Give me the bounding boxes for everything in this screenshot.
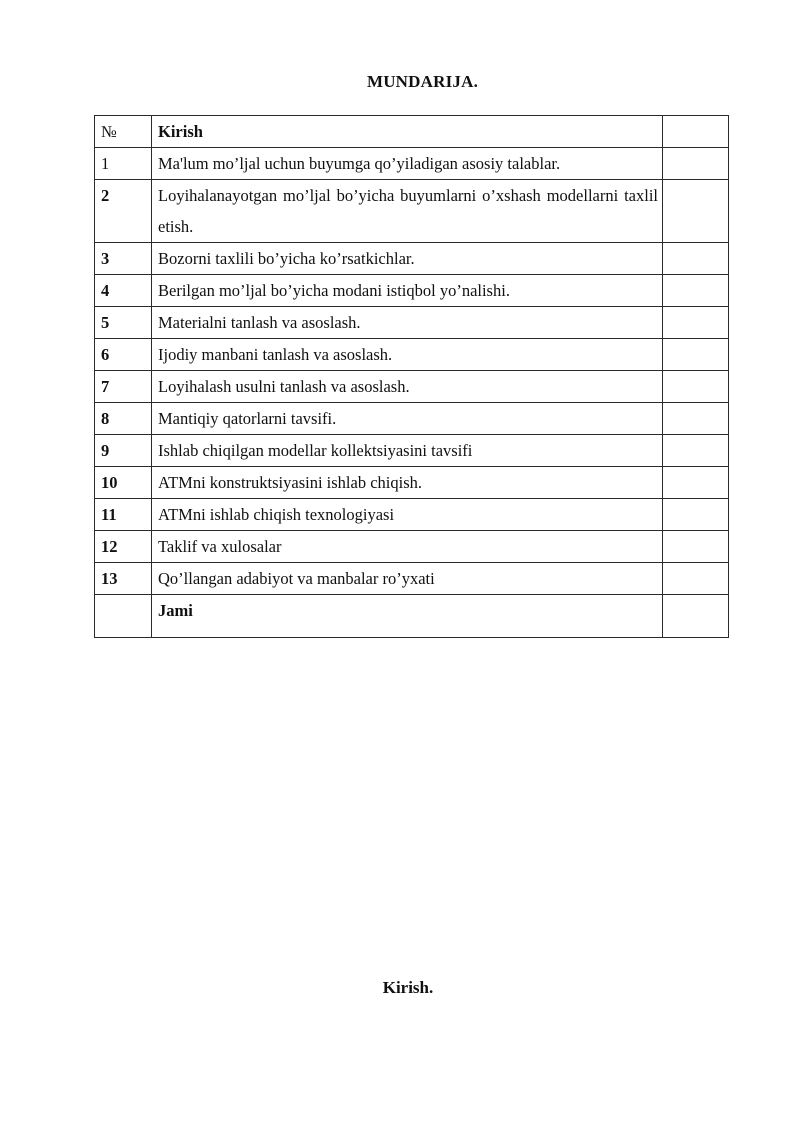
table-row <box>95 339 729 371</box>
toc-row-page <box>663 499 729 531</box>
table-row <box>95 467 729 499</box>
toc-number-header: № <box>95 116 152 148</box>
toc-row-page <box>663 403 729 435</box>
toc-row-number: 10 <box>95 467 152 499</box>
toc-page-header <box>663 116 729 148</box>
table-row <box>95 275 729 307</box>
page-title: MUNDARIJA. <box>366 72 479 91</box>
toc-row-title: Ishlab chiqilgan modellar kollektsiyasini tavsifi <box>152 435 663 467</box>
toc-row-page <box>663 467 729 499</box>
toc-header-row <box>95 116 729 148</box>
table-row <box>95 403 729 435</box>
toc-row-number: 5 <box>95 307 152 339</box>
toc-row-number: 11 <box>95 499 152 531</box>
toc-row-page <box>663 148 729 180</box>
toc-row-page <box>663 243 729 275</box>
toc-total-number <box>95 595 152 638</box>
table-row <box>95 243 729 275</box>
toc-row-number: 6 <box>95 339 152 371</box>
toc-row-title: Ijodiy manbani tanlash va asoslash. <box>152 339 663 371</box>
toc-row-number: 9 <box>95 435 152 467</box>
toc-row-page <box>663 180 729 243</box>
toc-row-title: ATMni ishlab chiqish texnologiyasi <box>152 499 663 531</box>
toc-total-row <box>95 595 729 638</box>
toc-row-title: Loyihalash usulni tanlash va asoslash. <box>152 371 663 403</box>
toc-row-number: 13 <box>95 563 152 595</box>
toc-row-number: 3 <box>95 243 152 275</box>
toc-row-title: Qo’llangan adabiyot va manbalar ro’yxati <box>152 563 663 595</box>
toc-row-title: Mantiqiy qatorlarni tavsifi. <box>152 403 663 435</box>
toc-row-title: Taklif va xulosalar <box>152 531 663 563</box>
toc-row-number: 12 <box>95 531 152 563</box>
toc-row-number: 7 <box>95 371 152 403</box>
section-heading: Kirish. <box>382 978 434 997</box>
toc-row-page <box>663 531 729 563</box>
toc-row-page <box>663 563 729 595</box>
toc-row-number: 2 <box>95 180 152 243</box>
table-row <box>95 371 729 403</box>
toc-row-title: Bozorni taxlili bo’yicha ko’rsatkichlar. <box>152 243 663 275</box>
toc-row-page <box>663 435 729 467</box>
toc-row-page <box>663 307 729 339</box>
toc-row-title: ATMni konstruktsiyasini ishlab chiqish. <box>152 467 663 499</box>
toc-row-page <box>663 275 729 307</box>
table-row <box>95 563 729 595</box>
toc-row-title: Materialni tanlash va asoslash. <box>152 307 663 339</box>
toc-row-title: Berilgan mo’ljal bo’yicha modani istiqbol yo’nalishi. <box>152 275 663 307</box>
toc-row-page <box>663 371 729 403</box>
table-row <box>95 531 729 563</box>
toc-row-title: Loyihalanayotgan mo’ljal bo’yicha buyumlarni o’xshash modellarni taxlil etish. <box>152 180 663 243</box>
table-of-contents <box>94 115 729 638</box>
toc-row-number: 4 <box>95 275 152 307</box>
table-row <box>95 499 729 531</box>
table-row <box>95 307 729 339</box>
toc-row-number: 1 <box>95 148 152 180</box>
table-row <box>95 148 729 180</box>
toc-row-title: Ma'lum mo’ljal uchun buyumga qo’yiladigan asosiy talablar. <box>152 148 663 180</box>
toc-row-number: 8 <box>95 403 152 435</box>
table-row <box>95 435 729 467</box>
toc-total-label: Jami <box>152 595 663 638</box>
toc-row-page <box>663 339 729 371</box>
toc-title-header: Kirish <box>152 116 663 148</box>
table-row <box>95 180 729 243</box>
toc-total-page <box>663 595 729 638</box>
